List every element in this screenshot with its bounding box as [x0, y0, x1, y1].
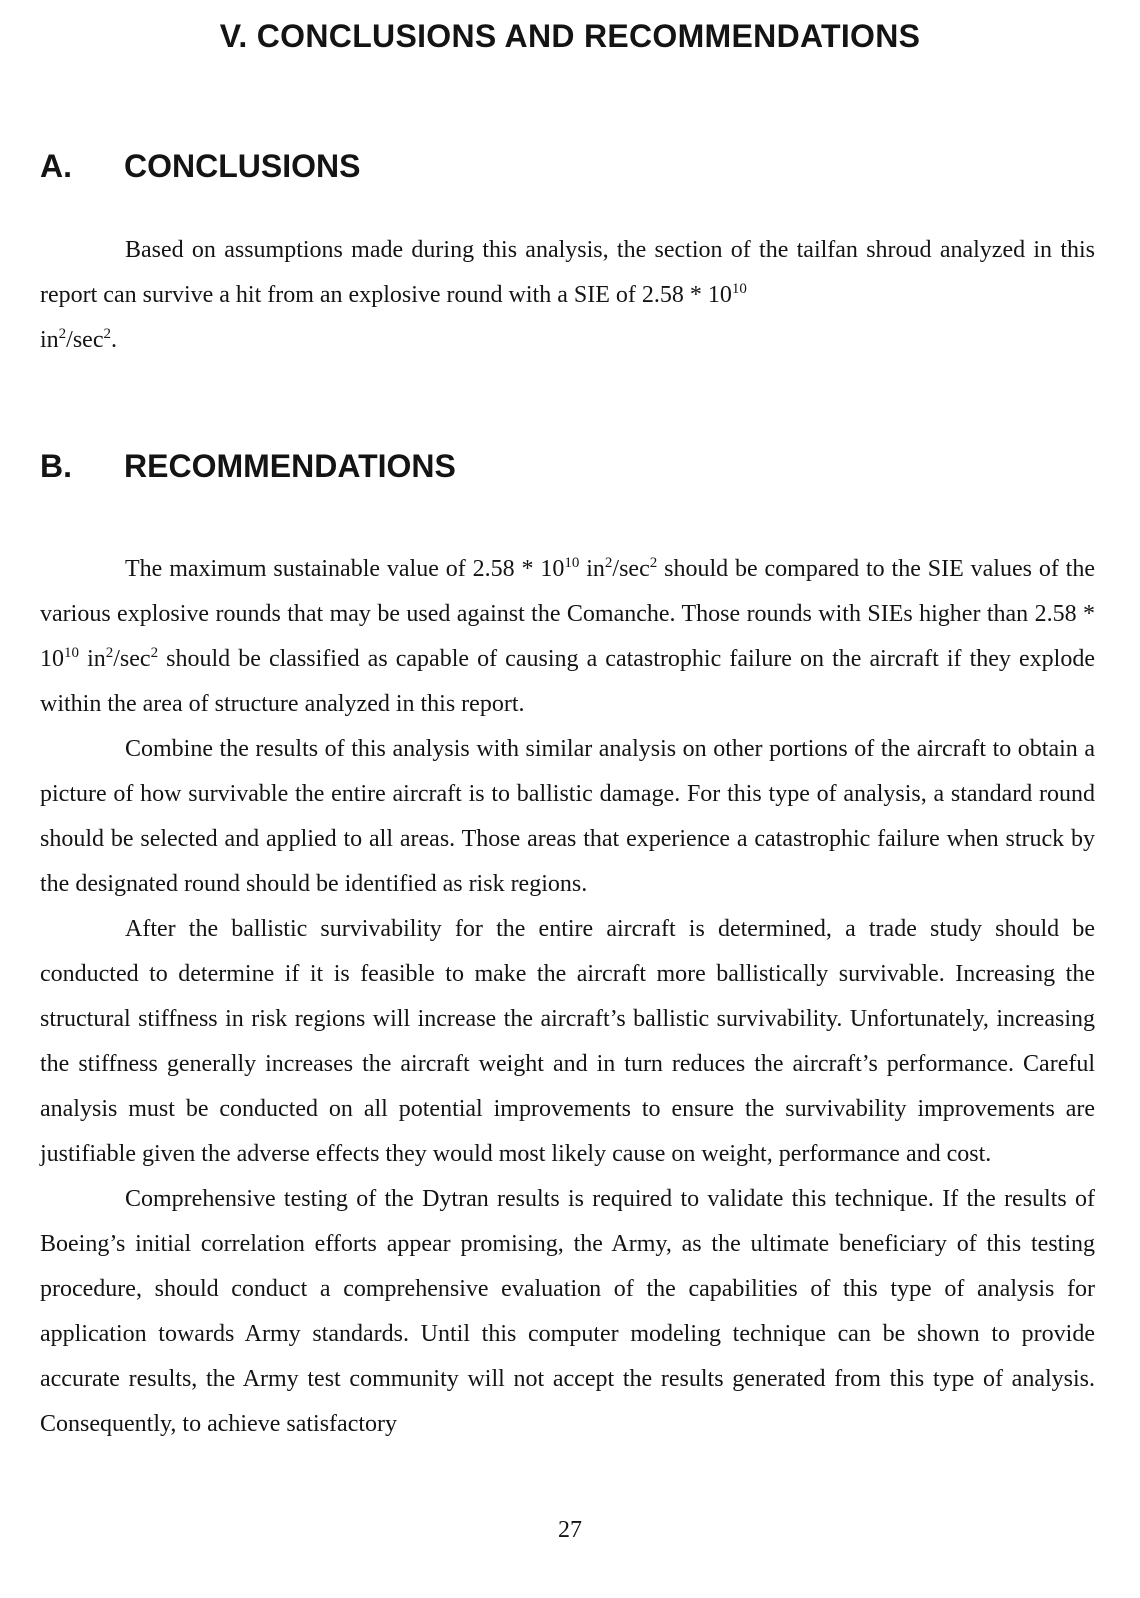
conclusions-paragraph	[40, 228, 1095, 363]
conclusions-body	[40, 228, 1095, 363]
text-run: /sec	[66, 327, 104, 353]
text-run: /sec	[612, 556, 650, 582]
superscript: 2	[105, 645, 114, 661]
text-run: .	[110, 327, 117, 353]
text-run: should be classified as capable of causing a catastrophic failure on the aircraft if they explode within the area of structure analyzed in this report.	[40, 646, 1095, 717]
superscript: 2	[150, 645, 159, 661]
superscript: 2	[103, 326, 111, 342]
chapter-title: V. CONCLUSIONS AND RECOMMENDATIONS	[219, 18, 921, 54]
recommendations-paragraph-2: Combine the results of this analysis with similar analysis on other portions of the aircraft to obtain a picture of how survivable the entire aircraft is to ballistic damage. For this type of analysis, a standard round should be selected and applied to all areas. Those areas that experience a catastrophic failure when struck by the designated round should be identified as risk regions.	[40, 736, 1095, 897]
section-title: RECOMMENDATIONS	[124, 448, 456, 484]
text-run: in	[79, 646, 106, 672]
superscript: 10	[64, 645, 79, 661]
text-run: Based on assumptions made during this analysis, the section of the tailfan shroud analyzed in this report can survive a hit from an explosive round with a SIE of 2.58 * 10	[40, 237, 1095, 308]
section-letter: A.	[40, 148, 72, 184]
recommendations-paragraph-3: After the ballistic survivability for the entire aircraft is determined, a trade study should be conducted to determine if it is feasible to make the aircraft more ballistically survivable. Increasing the structural stiffness in risk regions will increase the aircraft’s ballistic survivability. Unfortunately, increasing the stiffness generally increases the aircraft weight and in turn reduces the aircraft’s performance. Careful analysis must be conducted on all potential improvements to ensure the survivability improvements are justifiable given the adverse effects they would most likely cause on weight, performance and cost.	[40, 916, 1095, 1167]
page-number: 27	[558, 1517, 582, 1543]
section-heading-conclusions	[40, 148, 360, 185]
section-heading-recommendations	[40, 448, 456, 485]
section-letter: B.	[40, 448, 72, 484]
recommendations-body	[40, 547, 1095, 1447]
text-run: in	[40, 327, 59, 353]
superscript: 2	[604, 555, 613, 571]
section-title: CONCLUSIONS	[124, 148, 361, 184]
text-run: The maximum sustainable value of 2.58 * 10	[125, 556, 565, 582]
superscript: 2	[649, 555, 658, 571]
text-run: /sec	[113, 646, 151, 672]
text-run: should be compared to the SIE values of the various explosive rounds that may be used against the Comanche. Those rounds with SIEs higher than 2.58 * 10	[40, 556, 1095, 672]
text-run: in	[579, 556, 605, 582]
recommendations-paragraph-1	[40, 547, 1095, 727]
recommendations-paragraph-4: Comprehensive testing of the Dytran results is required to validate this technique. If the results of Boeing’s initial correlation efforts appear promising, the Army, as the ultimate beneficiary of this testing procedure, should conduct a comprehensive evaluation of the capabilities of this type of analysis for application towards Army standards. Until this computer modeling technique can be shown to provide accurate results, the Army test community will not accept the results generated from this type of analysis. Consequently, to achieve satisfactory	[40, 1186, 1095, 1437]
superscript: 10	[564, 555, 580, 571]
superscript: 10	[731, 281, 747, 297]
superscript: 2	[58, 326, 67, 342]
